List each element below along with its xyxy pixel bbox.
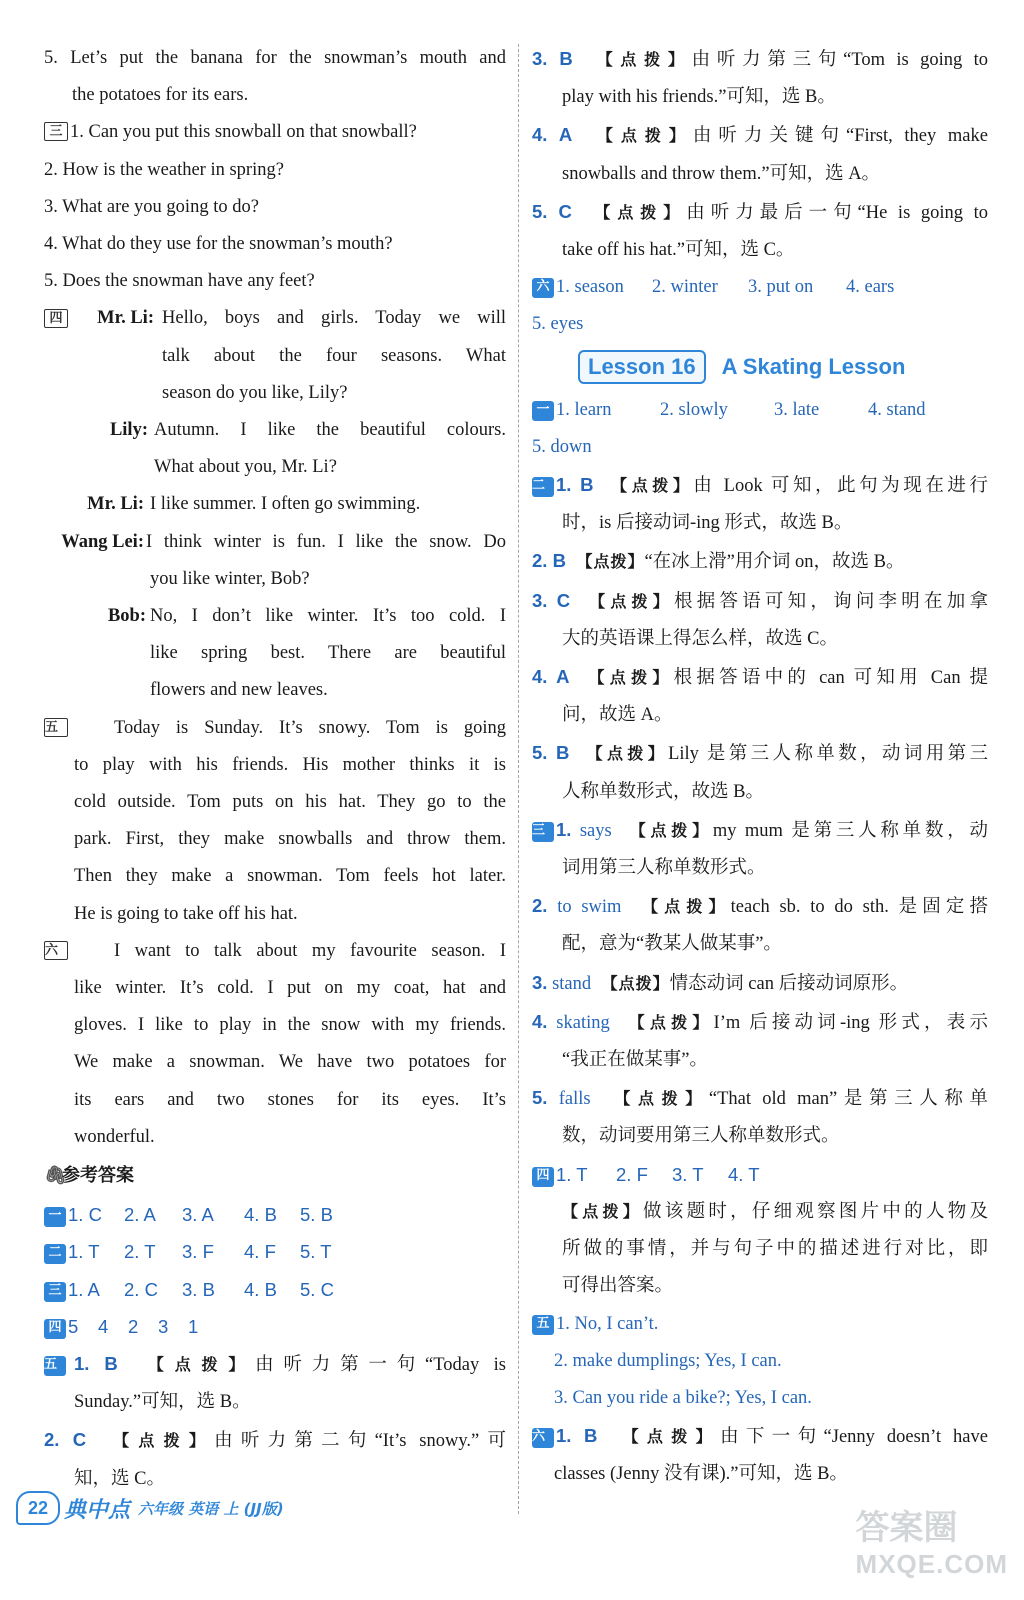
text-line: 5. Let’s put the banana for the snowman’s mouth and [44,48,506,68]
speaker-name: Lily [109,420,142,441]
listening-question: 3. What are you going to do? [44,196,259,217]
speaker-name: Mr. Li [87,494,138,515]
dialog-line: you like winter, Bob? [150,568,310,589]
answer-explanation: 二 1. B 【点拨】由 Look 可知，此句为现在进行 [532,474,988,497]
speaker-name: Wang Lei [61,531,138,552]
section-badge: 二 [44,1244,66,1264]
answer-row: 三 1. A 2. C 3. B 4. B 5. C [44,1271,506,1308]
section-badge: 五 [44,1356,66,1376]
answer-row: 二 1. T 2. T 3. F 4. F 5. T [44,1233,506,1270]
dialog-line: talk about the four seasons. What [162,345,506,366]
section-badge: 五 [44,718,68,737]
answer-row: 5. eyes [532,314,584,335]
dialog: 四 Mr. Li: Hello, boys and girls. Today we will talk about the four seasons. What season do you like, Lily? Lily: Autumn. I like the beautiful colours. What about you, Mr. Li? Mr. Li: I like summer. I often go swimming. Wang Lei: I think winter is fun. I like the snow. Do you like winter, Bob? Bob: No, I don’t like winter. It’s too cold. I like spring best. There are beautiful flowers and new leaves. [44,300,506,709]
dialog-line: season do you like, Lily? [162,382,348,403]
section-badge: 一 [44,1207,66,1227]
answer-explanation: 3. C 【点拨】根据答语可知，询问李明在加拿 [532,589,988,612]
lesson-header [578,348,988,386]
answer-row: 一 1. learn 2. slowly 3. late 4. stand [532,392,988,429]
section-badge: 六 [532,1428,554,1448]
dialog-line: flowers and new leaves. [150,680,328,701]
right-column: 3. B 【点拨】由听力第三句“Tom is going to play with his friends.”可知，选 B。 4. A 【点拨】由听力关键句“First, they make snowballs and throw them.”可知，选 A。 5. C 【点拨】由听力最后一句“He is going to take off his hat.”可知，选 C。 六 1. season 2. winter 3. put on 4. ears 5. eyes Lesson 16 A Skating Lesson 一 1. learn 2. slowly 3. late 4. stand 5. down 二 1. B 【点拨】由 Look 可知，此句为现在进行 时，is 后接动词-ing 形式，故选 B。 2. B 【点拨】“在冰上滑”用介词 on，故选 B。 3. C 【点拨】根据答语可知，询问李明在加拿 大的英语课上得怎么样，故选 C。 4. A 【点拨】根据答语中的 can 可知用 Can 提 问，故选 A。 5. B 【点拨】Lily 是第三人称单数，动词用第三 人称单数形式，故选 B。 三 1. says 【点拨】my mum 是第三人称单数，动 词用第三人称单数形式。 2. to swim 【点拨】teach sb. to do sth. 是固定搭 配，意为“教某人做某事”。 3. stand 【点拨】情态动词 can 后接动词原形。 4. skating 【点拨】I’m 后接动词-ing 形式，表示 “我正在做某事”。 5. falls 【点拨】“That old man”是第三人称单 数，动词要用第三人称单数形式。 四 1. T 2. F 3. T 4. T 【点拨】做该题时，仔细观察图片中的人物及 所做的事情，并与句子中的描述进行对比，即 可得出答案。 五 1. No, I can’t. 2. make dumplings; Yes, I can. 3. Can you ride a bike?; Yes, I can. 六 1. B 【点拨】由下一句“Jenny doesn’t have classes (Jenny 没有课).”可知，选 B。 [532,40,988,1494]
section-badge: 三 [532,822,554,842]
listening-passage-6: 六 I want to talk about my favourite season. I like winter. It’s cold. I put on my coat, hat and gloves. I like to play in the snow with my friends. We make a snowman. We have two potatoes for its ears and two stones for its eyes. It’s wonderful. [45,940,506,1147]
answer-explanation: 五 1. B 【点拨】由听力第一句“Today is [44,1352,506,1375]
brand-logo: 典中点 [64,1497,131,1523]
page-footer [16,1488,284,1528]
page-number: 22 [16,1491,60,1525]
answer-explanation: 5. B 【点拨】Lily 是第三人称单数，动词用第三 [532,742,988,765]
speaker-name: Mr. Li [97,308,148,329]
listening-question: 4. What do they use for the snowman’s mouth? [44,234,393,255]
text-line: the potatoes for its ears. [72,85,249,106]
section-badge: 四 [44,1319,66,1339]
answer-row: 四 5 4 2 3 1 [44,1308,506,1345]
section-badge: 二 [532,477,554,497]
answer-explanation: 2. C 【点拨】由听力第二句“It’s snowy.”可 [44,1429,506,1452]
dialog-line: Hello, boys and girls. Today we will [162,308,506,329]
paperclip-icon: 🖇 [44,1165,67,1187]
listening-question: 三 1. Can you put this snowball on that snowball? [44,114,506,151]
answer-explanation: 三 1. says 【点拨】my mum 是第三人称单数，动 [532,818,988,841]
section-badge: 四 [532,1167,554,1187]
answer-row: 5. down [532,436,592,457]
section-badge: 六 [532,278,554,298]
listening-question: 2. How is the weather in spring? [44,159,284,180]
section-badge: 一 [532,401,554,421]
answer-row: 一 1. C 2. A 3. A 4. B 5. B [44,1196,506,1233]
section-badge: 三 [44,1282,66,1302]
answer-explanation: 5. falls 【点拨】“That old man”是第三人称单 [532,1087,988,1110]
dialog-line: What about you, Mr. Li? [154,457,337,478]
answer-explanation: 4. A 【点拨】由听力关键句“First, they make [532,124,988,147]
section-badge: 三 [44,122,68,141]
dialog-line: I like summer. I often go swimming. [150,494,421,515]
answer-explanation: 知，选 C。 [74,1468,165,1489]
answer-explanation: 4. skating 【点拨】I’m 后接动词-ing 形式，表示 [532,1010,988,1033]
lesson-title: A Skating Lesson [721,353,906,379]
answer-row: 3. Can you ride a bike?; Yes, I can. [554,1387,812,1408]
section-badge: 四 [44,309,68,328]
answer-explanation: 4. A 【点拨】根据答语中的 can 可知用 Can 提 [532,666,988,689]
left-column [44,40,506,1498]
dialog-line: I think winter is fun. I like the snow. Do [146,531,506,552]
book-title: 六年级 英语 上 (JJ版) [138,1499,284,1518]
answer-key-title: 🖇参考答案 [44,1156,506,1196]
answer-explanation: 3. B 【点拨】由听力第三句“Tom is going to [532,48,988,70]
answer-row: 五 1. No, I can’t. [532,1306,988,1343]
answer-explanation: 3. stand 【点拨】情态动词 can 后接动词原形。 [532,971,909,994]
listening-passage-5: 五 Today is Sunday. It’s snowy. Tom is going to play with his friends. His mother thinks it is cold outside. Tom puts on his hat. They go to the park. First, they make snowballs and throw them. Then they make a snowman. Tom feels hot later. He is going to take off his hat. [45,717,506,924]
dialog-line: like spring best. There are beautiful [150,643,506,664]
watermark: 答案圈 MXQE.COM [855,1509,1008,1579]
speaker-name: Bob [107,606,140,627]
dialog-line: Autumn. I like the beautiful colours. [154,420,506,441]
section-badge: 六 [44,941,68,960]
answer-explanation: 5. C 【点拨】由听力最后一句“He is going to [532,200,988,223]
answer-explanation: Sunday.”可知，选 B。 [74,1392,251,1413]
column-divider [518,44,519,1514]
answer-explanation: 六 1. B 【点拨】由下一句“Jenny doesn’t have [532,1425,988,1448]
listening-question: 5. Does the snowman have any feet? [44,271,315,292]
answer-row: 2. make dumplings; Yes, I can. [554,1350,782,1371]
section-badge: 五 [532,1315,554,1335]
lesson-tag: Lesson 16 [578,350,706,384]
answer-explanation: 2. to swim 【点拨】teach sb. to do sth. 是固定搭 [532,895,988,918]
answer-explanation: 2. B 【点拨】“在冰上滑”用介词 on，故选 B。 [532,550,905,573]
dialog-line: No, I don’t like winter. It’s too cold. I [150,606,506,627]
answer-explanation: 【点拨】做该题时，仔细观察图片中的人物及 [562,1201,988,1222]
answer-row: 六 1. season 2. winter 3. put on 4. ears [532,269,988,306]
answer-row: 四 1. T 2. F 3. T 4. T [532,1156,988,1193]
